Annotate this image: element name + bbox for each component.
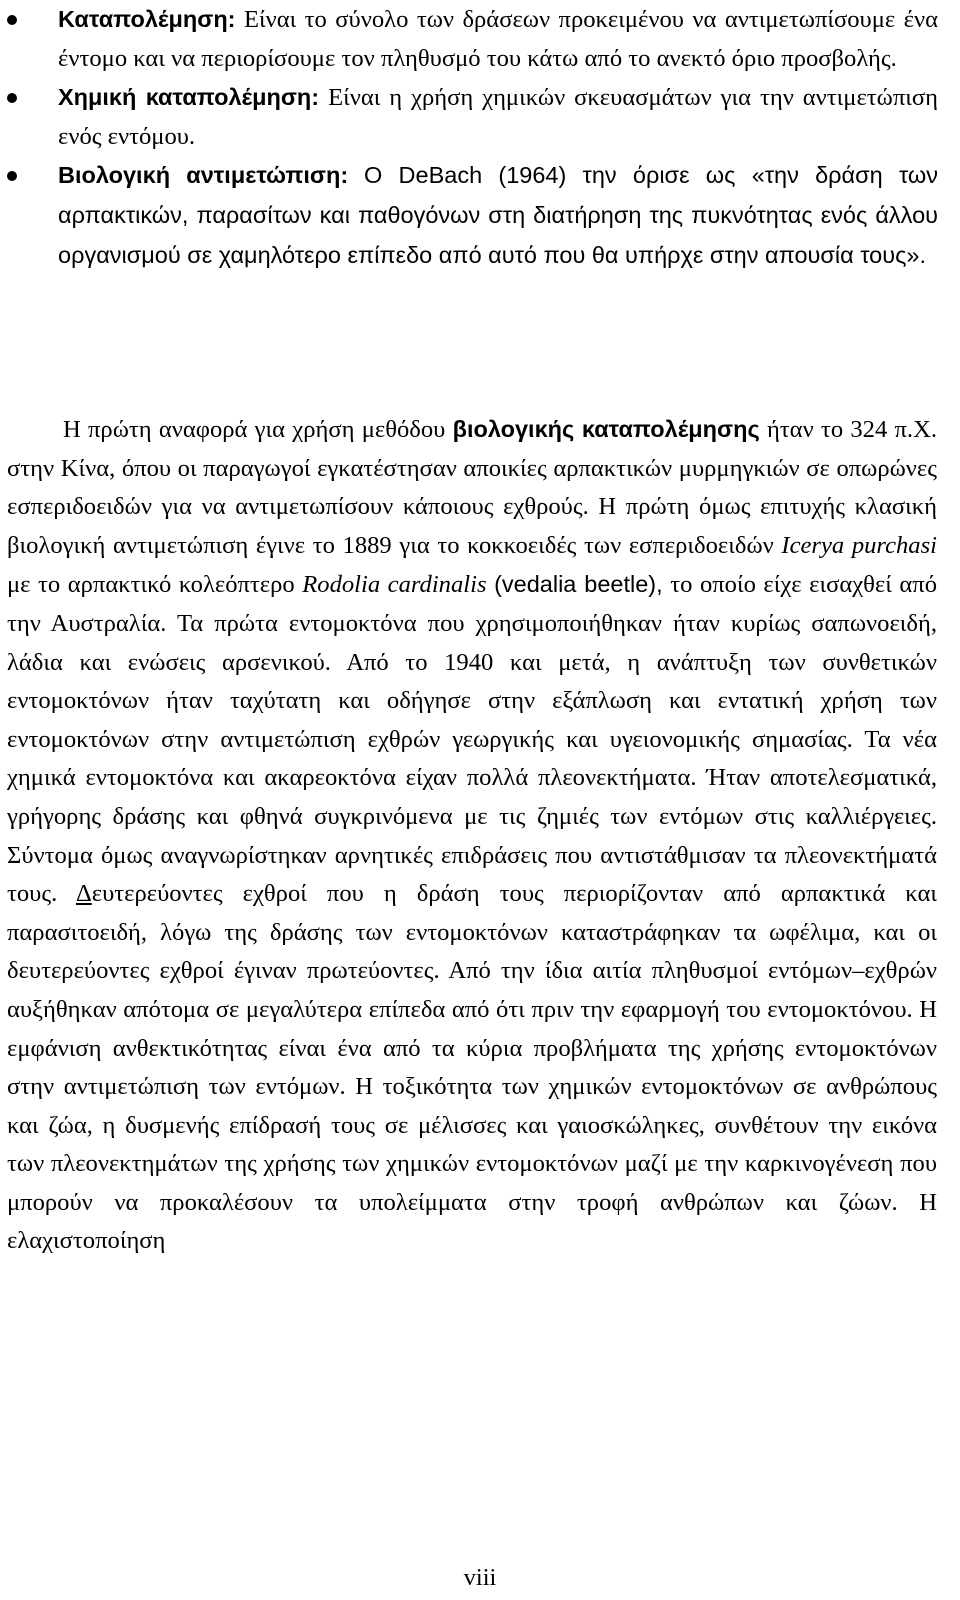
definition-text: Ο DeBach (1964) την όρισε ως «την δράση των αρπακτικών, παρασίτων και παθογόνων στη διατήρηση της πυκνότητας ενός άλλου οργανισμού σε χαμηλότερο επίπεδο από αυτό που θα υπήρχε στην απουσία τους». — [58, 162, 938, 268]
definition-term: Χημική καταπολέμηση: — [58, 84, 320, 111]
bullet-icon — [7, 93, 17, 103]
definition-term: Καταπολέμηση: — [58, 6, 236, 32]
definitions-list — [0, 0, 950, 275]
underlined-letter: Δ — [75, 880, 92, 908]
definition-text: Είναι η χρήση χημικών σκευασμάτων για την αντιμετώπιση ενός εντόμου. — [58, 84, 938, 150]
bullet-icon — [7, 171, 17, 181]
definition-item — [0, 156, 938, 275]
paragraph-emphasis: βιολογικής καταπολέμησης — [452, 416, 760, 442]
definition-item — [0, 0, 938, 78]
bullet-icon — [7, 15, 17, 25]
paragraph-segment: με το αρπακτικό κολεόπτερο — [7, 571, 295, 599]
paragraph-text — [7, 410, 937, 1261]
definition-text: Είναι το σύνολο των δράσεων προκειμένου να αντιμετωπίσουμε ένα έντομο και να περιορίσουμε τον πληθυσμό του κάτω από το ανεκτό όριο προσβολής. — [58, 6, 938, 72]
common-name: (vedalia beetle), — [494, 571, 663, 598]
paragraph-segment: ήταν το 324 π.Χ. στην Κίνα, όπου οι παραγωγοί εγκατέστησαν αποικίες αρπακτικών μυρμηγκιών σε οπωρώνες εσπεριδοειδών για να αντιμετωπίσουν κάποιους εχθρούς. Η πρώτη όμως επιτυχής κλασική βιολογική αντιμετώπιση έγινε το 1889 για το κοκκοειδές των εσπεριδοειδών — [7, 416, 937, 559]
paragraph-intro: Η πρώτη αναφορά για χρήση μεθόδου — [63, 416, 446, 443]
page-number: viii — [463, 1564, 497, 1591]
paragraph-segment: ευτερεύοντες εχθροί που η δράση τους περιορίζονταν από αρπακτικά και παρασιτοειδή, λόγω της δράσης των εντομοκτόνων καταστράφηκαν τα ωφέλιμα, και οι δευτερεύοντες εχθροί έγιναν πρωτεύοντες. Από την ίδια αιτία πληθυσμοί εντόμων–εχθρών αυξήθηκαν απότομα σε μεγαλύτερα επίπεδα από ότι πριν την εφαρμογή του εντομοκτόνου. Η εμφάνιση ανθεκτικότητας είναι ένα από τα κύρια προβλήματα της χρήσης εντομοκτόνων στην αντιμετώπιση των εντόμων. Η τοξικότητα των χημικών εντομοκτόνων σε ανθρώπους και ζώα, η δυσμενής επίδρασή τους σε μέλισσες και γαιοσκώληκες, συνθέτουν την εικόνα των πλεονεκτημάτων της χρήσης των χημικών εντομοκτόνων μαζί με την καρκινογένεση που μπορούν να προκαλέσουν τα υπολείμματα στην τροφή ανθρώπων και ζώων. Η ελαχιστοποίηση — [7, 880, 937, 1255]
paragraph-segment: το οποίο είχε εισαχθεί από την Αυστραλία. Τα πρώτα εντομοκτόνα που χρησιμοποιήθηκαν ήταν κυρίως σαπωνοειδή, λάδια και ενώσεις αρσενικού. Από το 1940 και μετά, η ανάπτυξη των συνθετικών εντομοκτόνων ήταν ταχύτατη και οδήγησε στην εξάπλωση και εντατική χρήση των εντομοκτόνων στην αντιμετώπιση εχθρών γεωργικής και υγειονομικής σημασίας. Τα νέα χημικά εντομοκτόνα και ακαρεοκτόνα είχαν πολλά πλεονεκτήματα. Ήταν αποτελεσματικά, γρήγορης δράσης και φθηνά συγκρινόμενα με τις ζημιές των εντόμων στις καλλιέργειες. Σύντομα όμως αναγνωρίστηκαν αρνητικές επιδράσεις που αντιστάθμισαν τα πλεονεκτήματά τους. — [7, 571, 937, 908]
species-name: Rodolia cardinalis — [302, 571, 487, 599]
definition-term: Βιολογική αντιμετώπιση: — [58, 162, 349, 189]
body-paragraph — [7, 410, 937, 1261]
species-name: Icerya purchasi — [781, 531, 937, 559]
definition-item — [0, 78, 938, 156]
